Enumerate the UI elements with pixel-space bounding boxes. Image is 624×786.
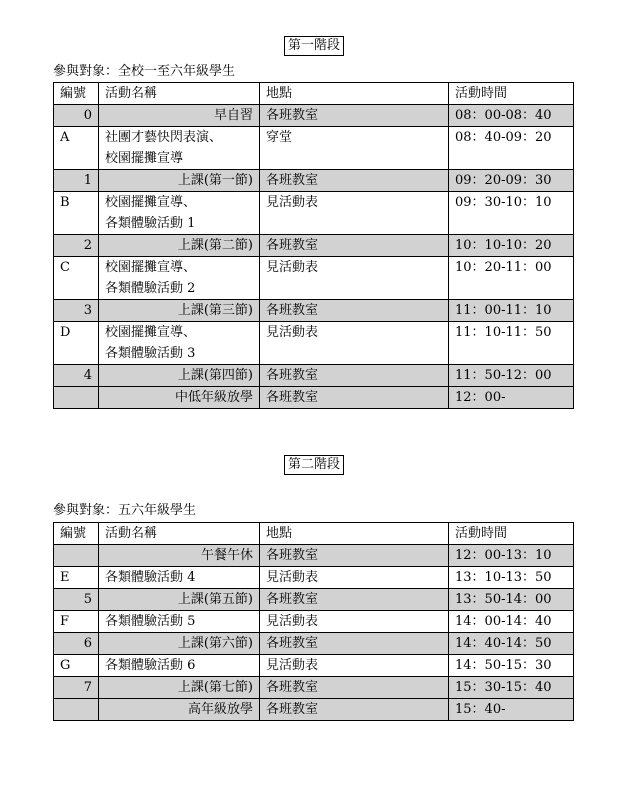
cell-no: 2 (54, 235, 99, 257)
cell-no: D (54, 322, 99, 365)
cell-time: 08：40-09：20 (449, 127, 574, 170)
cell-activity: 各類體驗活動 5 (99, 611, 260, 633)
cell-activity: 中低年級放學 (99, 387, 260, 409)
cell-no: G (54, 655, 99, 677)
cell-activity: 午餐午休 (99, 545, 260, 567)
cell-activity: 上課(第六節) (99, 633, 260, 655)
stage1-title: 第一階段 (284, 36, 344, 56)
cell-time: 12：00-13：10 (449, 545, 574, 567)
table-row (54, 105, 574, 127)
cell-activity: 各類體驗活動 4 (99, 567, 260, 589)
cell-no: C (54, 257, 99, 300)
cell-location: 各班教室 (260, 235, 449, 257)
activity-line-1: 校園擺攤宣導、 (105, 195, 197, 210)
cell-time: 15：30-15：40 (449, 677, 574, 699)
table-row (54, 322, 574, 365)
header-activity: 活動名稱 (99, 523, 260, 545)
table-row (54, 633, 574, 655)
cell-location: 各班教室 (260, 105, 449, 127)
table-row (54, 545, 574, 567)
stage2-title: 第二階段 (284, 455, 344, 475)
table-row (54, 699, 574, 721)
cell-time: 11：00-11：10 (449, 300, 574, 322)
cell-location: 各班教室 (260, 170, 449, 192)
header-activity: 活動名稱 (99, 83, 260, 105)
stage2-table (53, 522, 574, 721)
cell-activity: 早自習 (99, 105, 260, 127)
stage1-audience: 參與對象：全校一至六年級學生 (53, 64, 236, 79)
cell-no: 6 (54, 633, 99, 655)
cell-location: 各班教室 (260, 365, 449, 387)
table-row (54, 387, 574, 409)
activity-line-2: 各類體驗活動 1 (105, 216, 196, 231)
cell-time: 15：40- (449, 699, 574, 721)
cell-activity: 上課(第一節) (99, 170, 260, 192)
cell-time: 12：00- (449, 387, 574, 409)
header-no: 編號 (54, 83, 99, 105)
table-row (54, 192, 574, 235)
cell-no: E (54, 567, 99, 589)
cell-location: 見活動表 (260, 567, 449, 589)
cell-no (54, 387, 99, 409)
activity-line-2: 各類體驗活動 2 (105, 281, 196, 296)
cell-location: 見活動表 (260, 192, 449, 235)
table-row (54, 365, 574, 387)
table-header-row (54, 523, 574, 545)
table-row (54, 257, 574, 300)
cell-time: 14：50-15：30 (449, 655, 574, 677)
cell-no: 7 (54, 677, 99, 699)
cell-activity (99, 127, 260, 170)
table-row (54, 170, 574, 192)
cell-location: 見活動表 (260, 257, 449, 300)
cell-location: 各班教室 (260, 300, 449, 322)
cell-time: 10：10-10：20 (449, 235, 574, 257)
cell-no: 1 (54, 170, 99, 192)
table-row (54, 655, 574, 677)
table-row (54, 127, 574, 170)
cell-activity: 上課(第二節) (99, 235, 260, 257)
cell-no: A (54, 127, 99, 170)
cell-location: 各班教室 (260, 387, 449, 409)
cell-location: 各班教室 (260, 589, 449, 611)
cell-time: 14：40-14：50 (449, 633, 574, 655)
cell-time: 10：20-11：00 (449, 257, 574, 300)
cell-no (54, 545, 99, 567)
cell-activity: 上課(第四節) (99, 365, 260, 387)
cell-location: 見活動表 (260, 655, 449, 677)
table-row (54, 611, 574, 633)
cell-time: 09：20-09：30 (449, 170, 574, 192)
cell-no: 0 (54, 105, 99, 127)
cell-activity: 各類體驗活動 6 (99, 655, 260, 677)
activity-line-1: 校園擺攤宣導、 (105, 325, 197, 340)
cell-activity: 上課(第五節) (99, 589, 260, 611)
cell-activity: 高年級放學 (99, 699, 260, 721)
activity-line-1: 校園擺攤宣導、 (105, 260, 197, 275)
cell-no: 3 (54, 300, 99, 322)
cell-activity: 上課(第七節) (99, 677, 260, 699)
cell-no (54, 699, 99, 721)
table-row (54, 589, 574, 611)
cell-time: 11：50-12：00 (449, 365, 574, 387)
cell-time: 14：00-14：40 (449, 611, 574, 633)
cell-activity: 上課(第三節) (99, 300, 260, 322)
stage2-audience: 參與對象：五六年級學生 (53, 503, 197, 518)
cell-activity (99, 192, 260, 235)
header-time: 活動時間 (449, 523, 574, 545)
table-header-row (54, 83, 574, 105)
cell-activity (99, 257, 260, 300)
cell-activity (99, 322, 260, 365)
activity-line-2: 校園擺攤宣導 (105, 151, 184, 166)
cell-time: 08：00-08：40 (449, 105, 574, 127)
cell-no: F (54, 611, 99, 633)
cell-time: 11：10-11：50 (449, 322, 574, 365)
cell-location: 各班教室 (260, 545, 449, 567)
table-row (54, 677, 574, 699)
header-location: 地點 (260, 83, 449, 105)
cell-location: 見活動表 (260, 322, 449, 365)
cell-time: 13：10-13：50 (449, 567, 574, 589)
table-row (54, 300, 574, 322)
header-time: 活動時間 (449, 83, 574, 105)
cell-location: 見活動表 (260, 611, 449, 633)
stage1-table (53, 82, 574, 409)
cell-time: 13：50-14：00 (449, 589, 574, 611)
activity-line-2: 各類體驗活動 3 (105, 346, 196, 361)
table-row (54, 235, 574, 257)
cell-location: 各班教室 (260, 677, 449, 699)
cell-no: 5 (54, 589, 99, 611)
cell-location: 各班教室 (260, 633, 449, 655)
header-location: 地點 (260, 523, 449, 545)
cell-no: 4 (54, 365, 99, 387)
cell-time: 09：30-10：10 (449, 192, 574, 235)
cell-location: 穿堂 (260, 127, 449, 170)
header-no: 編號 (54, 523, 99, 545)
table-row (54, 567, 574, 589)
cell-no: B (54, 192, 99, 235)
activity-line-1: 社團才藝快閃表演、 (105, 130, 223, 145)
cell-location: 各班教室 (260, 699, 449, 721)
